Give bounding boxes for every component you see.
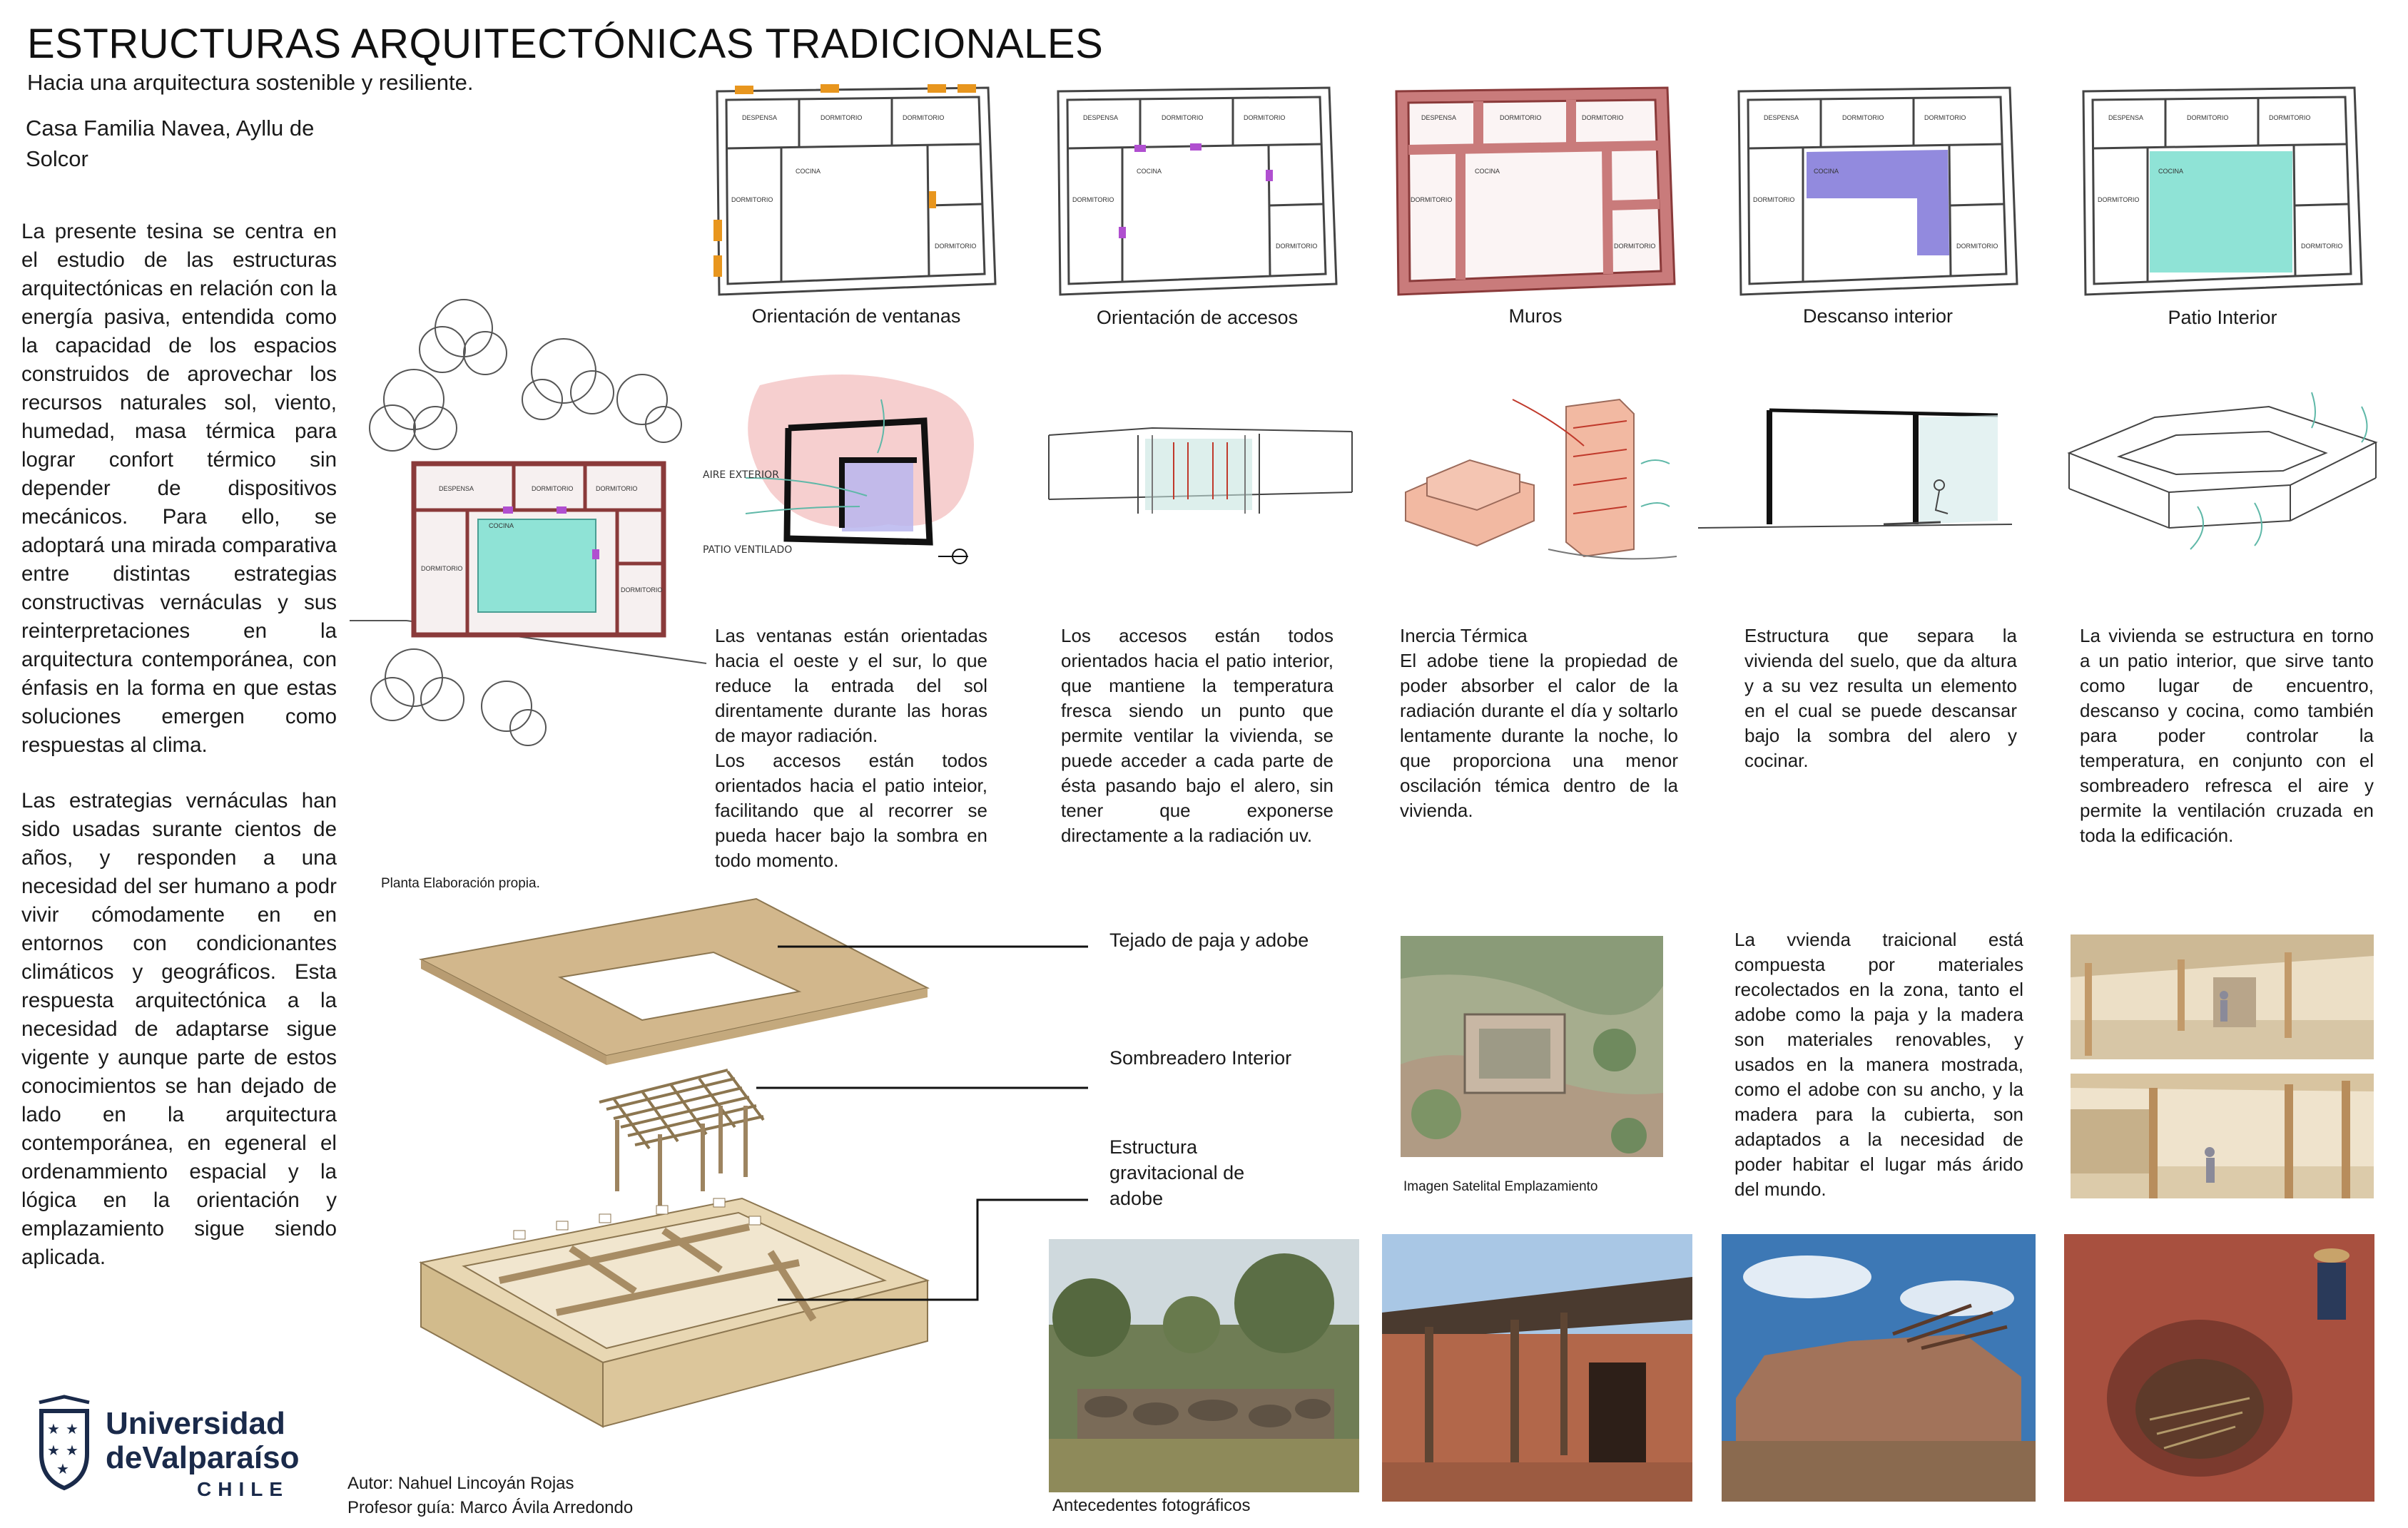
plan-label-dormitorio-4: DORMITORIO	[621, 586, 663, 594]
photo-adobe-house	[1382, 1234, 1692, 1502]
intro-paragraph-1: La presente tesina se centra en el estudio de las estructuras arquitectónicas en relación con la energía pasiva, entendida como la capacidad de los espacios construidos de aprovechar los recursos naturales sol, viento, humedad, masa térmica para lograr confort térmico sin depender de dispositivos mecánicos. Para ello, se adoptará una mirada comparativa entre distintas estrategias constructivas vernáculas y sus reinterpretaciones en la arquitectura contemporánea, con énfasis en la forma en que estas soluciones emergen como respuestas al clima.	[21, 220, 337, 757]
plan4-label-cocina: COCINA	[1814, 168, 1839, 175]
plan4-label-dormitorio: DORMITORIO	[1842, 114, 1884, 121]
plan1-label-dormitorio: DORMITORIO	[821, 114, 863, 121]
plan3-label-despensa: DESPENSA	[1421, 114, 1457, 121]
caption-patio-interior: Patio Interior	[2168, 307, 2277, 328]
logo-line-1: Universidad	[106, 1406, 285, 1441]
photos-caption: Antecedentes fotográficos	[1052, 1496, 1251, 1515]
svg-text:★: ★	[66, 1420, 78, 1437]
plan2-label-dormitorio-c: DORMITORIO	[1072, 196, 1114, 203]
plan3-label-dormitorio-b: DORMITORIO	[1582, 114, 1624, 121]
caption-descanso-interior: Descanso interior	[1802, 305, 1954, 327]
render-interior-2	[2071, 1074, 2374, 1198]
plan5-label-cocina: COCINA	[2158, 168, 2184, 175]
plan4-label-dormitorio-c: DORMITORIO	[1753, 196, 1795, 203]
plan-label-cocina: COCINA	[489, 522, 514, 529]
plan2-label-cocina: COCINA	[1137, 168, 1162, 175]
plan1-label-cocina: COCINA	[796, 168, 821, 175]
render-interior-1	[2071, 934, 2374, 1059]
svg-text:★: ★	[47, 1420, 60, 1437]
plan1-label-dormitorio-b: DORMITORIO	[903, 114, 945, 121]
label-estructura: Estructura gravitacional de adobe	[1109, 1136, 1245, 1209]
plan-label-dormitorio-3: DORMITORIO	[421, 565, 463, 572]
materials-text: La vvienda traicional está compuesta por materiales recolectados en la zona, tanto el adobe como la paja y la madera son materiales renovables, y usados en la manera mostrada, como el adobe con su ancho, y la madera para la cubierta, son adaptados a la necesidad de poder habitar el lugar más árido del mundo.	[1734, 929, 2023, 1200]
plan3-label-cocina: COCINA	[1475, 168, 1500, 175]
label-tejado: Tejado de paja y adobe	[1109, 929, 1309, 951]
plan5-label-dormitorio-d: DORMITORIO	[2301, 243, 2343, 250]
caption-orientacion-accesos: Orientación de accesos	[1096, 307, 1299, 328]
plan2-label-dormitorio: DORMITORIO	[1162, 114, 1204, 121]
plan5-label-despensa: DESPENSA	[2108, 114, 2144, 121]
logo-line-2: deValparaíso	[106, 1440, 300, 1475]
svg-text:★: ★	[56, 1460, 69, 1477]
satellite-caption: Imagen Satelital Emplazamiento	[1403, 1179, 1598, 1194]
text-muros-p1: El adobe tiene la propiedad de poder absorber el calor de la radiación durante el día y soltarlo lentamente durante la noche, lo que proporciona una menor oscilación témica dentro de la vivienda.	[1400, 650, 1678, 821]
svg-text:★: ★	[47, 1442, 60, 1459]
sketch-label-aire: AIRE EXTERIOR	[703, 469, 779, 481]
plan2-label-dormitorio-d: DORMITORIO	[1276, 243, 1318, 250]
plan2-label-despensa: DESPENSA	[1083, 114, 1119, 121]
plan5-label-dormitorio-c: DORMITORIO	[2098, 196, 2140, 203]
satellite-image	[1401, 936, 1663, 1157]
plan-label-despensa: DESPENSA	[439, 485, 474, 492]
text-accesos-p1: Los accesos están todos orientados hacia el patio interior, que mantiene la temperatura fresca siendo un punto que permite ventilar la vivienda, se puede acceder a cada parte de ésta pasando bajo el alero, sin tener que exponerse directamente a la radiación uv.	[1061, 625, 1333, 846]
logo-line-3: CHILE	[197, 1478, 289, 1500]
text-ventanas-p1: Las ventanas están orientadas hacia el oeste y el sur, lo que reduce la entrada del sol direntamente durante las horas de mayor radiación.	[715, 625, 987, 746]
caption-orientacion-ventanas: Orientación de ventanas	[751, 305, 961, 327]
plan-label-dormitorio-2: DORMITORIO	[596, 485, 638, 492]
text-ventanas-p2: Los accesos están todos orientados hacia el patio inteior, facilitando que al recorrer se pueda hacer bajo la sombra en todo momento.	[715, 750, 987, 871]
plan4-label-despensa: DESPENSA	[1764, 114, 1799, 121]
plan3-label-dormitorio: DORMITORIO	[1500, 114, 1542, 121]
text-muros-heading: Inercia Térmica	[1400, 625, 1528, 646]
intro-paragraph-2: Las estrategias vernáculas han sido usadas surante cientos de años, y responden a una necesidad del ser humano a podr vivir cómodamente en en entornos con condicionantes climáticos y geográficos. Esta respuesta arquitectónica a la necesidad de adaptarse sigue vigente y aunque parte de estos conocimientos se han dejado de lado en la arquitectura contemporánea, en egeneral el ordenammiento espacial y la lógica en la orientación y emplazamiento sigue siendo aplicada.	[21, 789, 337, 1269]
plan-label-dormitorio-1: DORMITORIO	[532, 485, 574, 492]
credit-author: Autor: Nahuel Lincoyán Rojas	[347, 1474, 574, 1493]
plan-caption: Planta Elaboración propia.	[381, 876, 540, 891]
page-title: ESTRUCTURAS ARQUITECTÓNICAS TRADICIONALES	[27, 21, 1104, 67]
plan3-label-dormitorio-c: DORMITORIO	[1411, 196, 1453, 203]
caption-muros: Muros	[1508, 305, 1563, 327]
text-patio-p1: La vivienda se estructura en torno a un patio interior, que sirve tanto como lugar de encuentro, descanso y cocina, como también para poder controlar la temperatura, en conjunto con el sombreadero refresca el aire y permite la ventilación cruzada en toda la edificación.	[2080, 625, 2374, 846]
text-descanso-p1: Estructura que separa la viviendа del suelo, que da altura y a su vez resulta un elemento en el cual se puede descansar bajo la sombra del alero y cocinar.	[1744, 625, 2017, 771]
plan4-label-dormitorio-b: DORMITORIO	[1924, 114, 1966, 121]
plan3-label-dormitorio-d: DORMITORIO	[1614, 243, 1656, 250]
university-shield-icon	[36, 1397, 93, 1489]
photo-ruins	[1722, 1234, 2036, 1502]
page-subtitle: Hacia una arquitectura sostenible y resiliente.	[27, 70, 474, 95]
plan5-label-dormitorio-b: DORMITORIO	[2269, 114, 2311, 121]
photo-stone-wall	[1049, 1239, 1359, 1492]
credit-professor: Profesor guía: Marco Ávila Arredondo	[347, 1498, 634, 1517]
plan1-label-dormitorio-d: DORMITORIO	[935, 243, 977, 250]
label-sombreadero: Sombreadero Interior	[1109, 1047, 1292, 1069]
svg-text:★: ★	[66, 1442, 78, 1459]
photo-stone-enclosure	[2064, 1234, 2374, 1502]
plan2-label-dormitorio-b: DORMITORIO	[1244, 114, 1286, 121]
project-location: Casa Familia Navea, Ayllu de Solcor	[26, 116, 315, 171]
plan4-label-dormitorio-d: DORMITORIO	[1956, 243, 1998, 250]
plan1-label-despensa: DESPENSA	[742, 114, 778, 121]
plan1-label-dormitorio-c: DORMITORIO	[731, 196, 773, 203]
plan5-label-dormitorio: DORMITORIO	[2187, 114, 2229, 121]
sketch-label-patio: PATIO VENTILADO	[703, 544, 793, 556]
